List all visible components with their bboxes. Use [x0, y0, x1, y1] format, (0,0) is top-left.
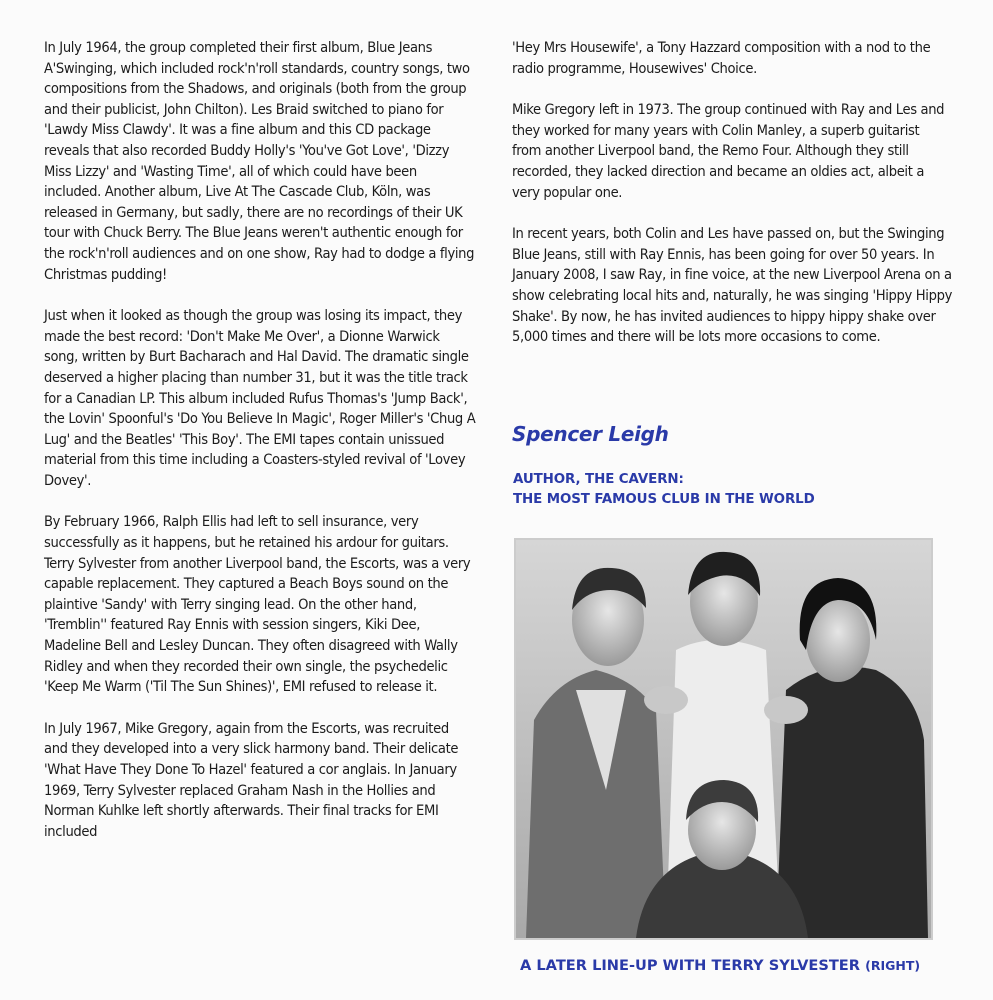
- body-paragraph: 'Hey Mrs Housewife', a Tony Hazzard composition with a nod to the radio programme, Housewives' Choice.: [512, 39, 931, 77]
- author-credit: [513, 470, 815, 510]
- author-signature: Spencer Leigh: [512, 422, 669, 446]
- band-photo-illustration: [516, 540, 931, 938]
- body-paragraph: Mike Gregory left in 1973. The group continued with Ray and Les and they worked for many years with Colin Manley, a superb guitarist from another Liverpool band, the Remo Four. Although they still recorded, they lacked direction and became an oldies act, albeit a very popular one.: [512, 101, 945, 201]
- band-photo: [514, 538, 933, 940]
- photo-caption-position: (RIGHT): [865, 958, 921, 973]
- body-paragraph: In July 1964, the group completed their first album, Blue Jeans A'Swinging, which included rock'n'roll standards, country songs, two compositions from the Shadows, and originals (both from the group and their publicist, John Chilton). Les Braid switched to piano for 'Lawdy Miss Clawdy'. It was a fine album and this CD package reveals that also recorded Buddy Holly's 'You've Got Love', 'Dizzy Miss Lizzy' and 'Wasting Time', all of which could have been included. Another album, Live At The Cascade Club, Köln, was released in Germany, but sadly, there are no recordings of their UK tour with Chuck Berry. The Blue Jeans weren't authentic enough for the rock'n'roll audiences and on one show, Ray had to dodge a flying Christmas pudding!: [44, 39, 475, 283]
- author-credit-line: THE MOST FAMOUS CLUB IN THE WORLD: [513, 492, 815, 507]
- body-paragraph: By February 1966, Ralph Ellis had left to sell insurance, very successfully as it happens, but he retained his ardour for guitars. Terry Sylvester from another Liverpool band, the Escorts, was a very capable replacement. They captured a Beach Boys sound on the plaintive 'Sandy' with Terry singing lead. On the other hand, 'Tremblin'' featured Ray Ennis with session singers, Kiki Dee, Madeline Bell and Lesley Duncan. They often disagreed with Wally Ridley and when they recorded their own single, the psychedelic 'Keep Me Warm ('Til The Sun Shines)', EMI refused to release it.: [44, 513, 471, 696]
- photo-caption-main: A LATER LINE-UP WITH TERRY SYLVESTER: [520, 957, 861, 974]
- left-text-column: [44, 38, 476, 863]
- photo-caption: [520, 957, 920, 974]
- body-paragraph: In recent years, both Colin and Les have passed on, but the Swinging Blue Jeans, still with Ray Ennis, has been going for over 50 years. In January 2008, I saw Ray, in fine voice, at the new Liverpool Arena on a show celebrating local hits and, naturally, he was singing 'Hippy Hippy Shake'. By now, he has invited audiences to hippy hippy shake over 5,000 times and there will be lots more occasions to come.: [512, 225, 952, 346]
- right-text-column: [512, 38, 952, 369]
- body-paragraph: In July 1967, Mike Gregory, again from the Escorts, was recruited and they developed into a very slick harmony band. Their delicate 'What Have They Done To Hazel' featured a cor anglais. In January 1969, Terry Sylvester replaced Graham Nash in the Hollies and Norman Kuhlke left shortly afterwards. Their final tracks for EMI included: [44, 719, 459, 840]
- author-credit-line: AUTHOR, THE CAVERN:: [513, 472, 684, 487]
- body-paragraph: Just when it looked as though the group was losing its impact, they made the best record: 'Don't Make Me Over', a Dionne Warwick song, written by Burt Bacharach and Hal David. The dramatic single deserved a higher placing than number 31, but it was the title track for a Canadian LP. This album included Rufus Thomas's 'Jump Back', the Lovin' Spoonful's 'Do You Believe In Magic', Roger Miller's 'Chug A Lug' and the Beatles' 'This Boy'. The EMI tapes contain unissued material from this time including a Coasters-styled revival of 'Lovey Dovey'.: [44, 307, 476, 489]
